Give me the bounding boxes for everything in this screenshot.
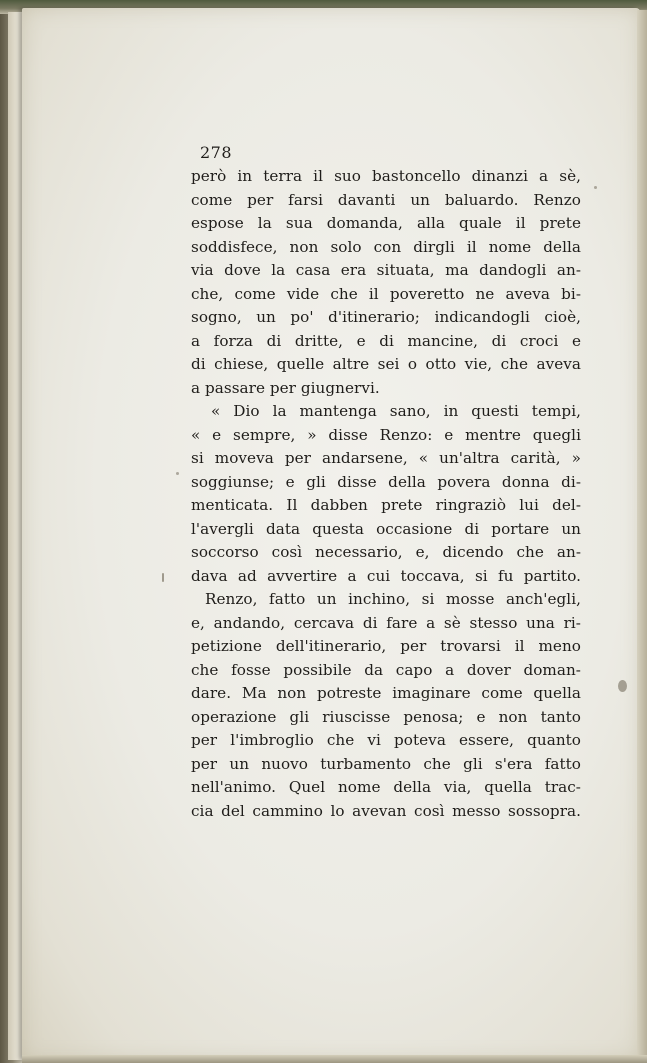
- text-line: a forza di dritte, e di mancine, di croci e: [191, 331, 581, 350]
- text-line: l'avergli data questa occasione di portare un: [191, 519, 581, 538]
- page-number: 278: [200, 143, 233, 162]
- text-line: che fosse possibile da capo a dover doman-: [191, 660, 581, 679]
- text-line: menticata. Il dabben prete ringraziò lui del-: [191, 496, 581, 514]
- text-line: e, andando, cercava di fare a sè stesso una ri-: [191, 613, 581, 632]
- page-bottom-edge: [22, 1055, 647, 1063]
- text-line: cia del cammino lo avevan così messo sossopra.: [191, 801, 581, 820]
- text-line: per l'imbroglio che vi poteva essere, quanto: [191, 731, 581, 749]
- paper-speck: [594, 186, 597, 189]
- text-line: nell'animo. Quel nome della via, quella trac-: [191, 778, 581, 796]
- page-text-block: [191, 143, 581, 823]
- text-line: per un nuovo turbamento che gli s'era fatto: [191, 754, 581, 773]
- text-line: Renzo, fatto un inchino, si mosse anch'egli,: [205, 590, 581, 608]
- text-line: però in terra il suo bastoncello dinanzi a sè,: [191, 167, 581, 185]
- text-line: « e sempre, » disse Renzo: e mentre quegli: [191, 425, 581, 444]
- text-line: che, come vide che il poveretto ne aveva bi-: [191, 284, 581, 303]
- text-line: dava ad avvertire a cui toccava, si fu partito.: [191, 566, 581, 585]
- page-right-edge: [637, 10, 647, 1063]
- text-line: di chiese, quelle altre sei o otto vie, che aveva: [191, 355, 581, 373]
- text-line: a passare per giugnervi.: [191, 378, 380, 397]
- text-line: petizione dell'itinerario, per trovarsi il meno: [191, 637, 581, 655]
- text-line: via dove la casa era situata, ma dandogli an-: [191, 261, 581, 279]
- text-line: come per farsi davanti un baluardo. Renzo: [191, 190, 581, 209]
- paper-speck: [162, 573, 164, 582]
- text-line: soddisfece, non solo con dirgli il nome della: [191, 237, 581, 256]
- text-line: soggiunse; e gli disse della povera donna di-: [191, 472, 581, 491]
- text-line: soccorso così necessario, e, dicendo che an-: [191, 543, 581, 561]
- text-line: espose la sua domanda, alla quale il prete: [191, 214, 581, 232]
- text-line: sogno, un po' d'itinerario; indicandogli cioè,: [191, 308, 581, 326]
- text-line: « Dio la mantenga sano, in questi tempi,: [211, 402, 581, 420]
- text-line: operazione gli riuscisse penosa; e non tanto: [191, 707, 581, 726]
- text-line: si moveva per andarsene, « un'altra carità, »: [191, 449, 581, 467]
- paper-speck: [618, 680, 627, 692]
- text-line: dare. Ma non potreste imaginare come quella: [191, 684, 581, 702]
- paper-speck: [176, 472, 179, 475]
